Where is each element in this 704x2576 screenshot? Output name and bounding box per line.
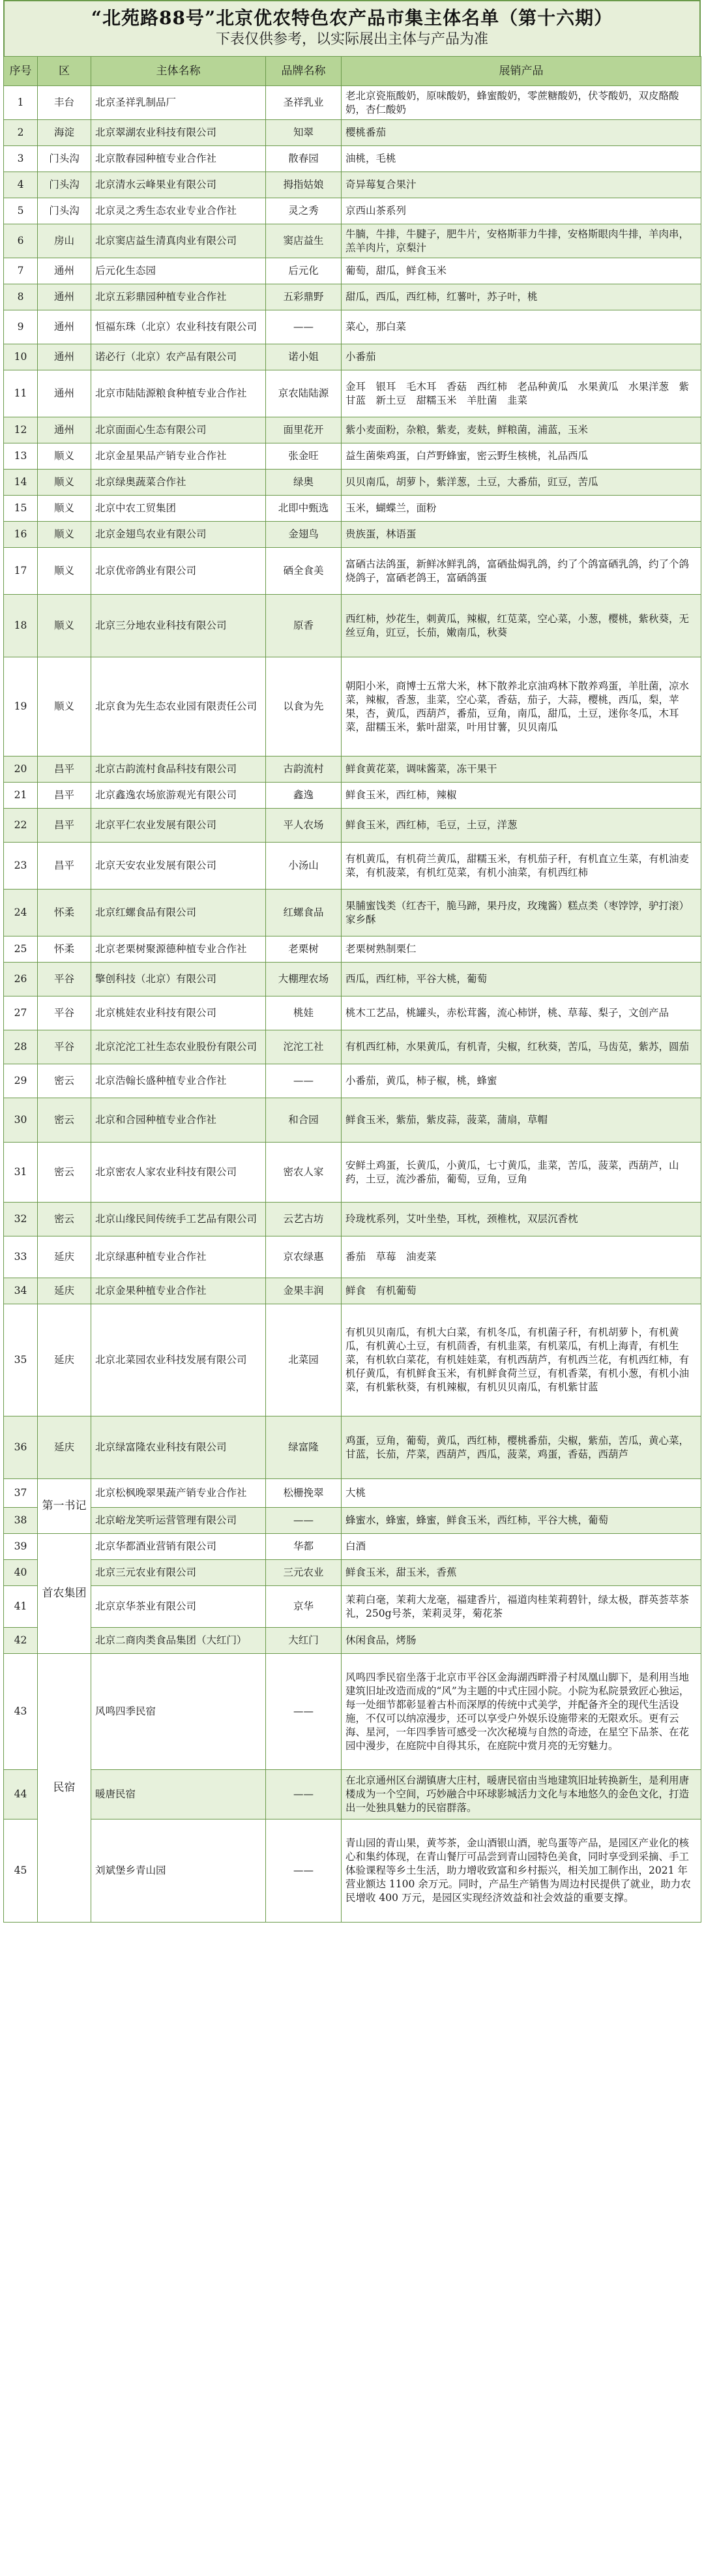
- table-row: [4, 1064, 701, 1098]
- cell-name: 北京圣祥乳制品厂: [91, 86, 266, 120]
- cell-products: 小番茄，黄瓜，柿子椒，桃，蜂蜜: [342, 1064, 701, 1098]
- cell-no: 32: [4, 1203, 38, 1236]
- cell-brand: 五彩鼎野: [266, 284, 342, 310]
- cell-name: 北京清水云峰果业有限公司: [91, 172, 266, 198]
- cell-no: 7: [4, 258, 38, 284]
- table-row: [4, 310, 701, 344]
- cell-products: 牛腩，牛排，牛腱子，肥牛片，安格斯菲力牛排，安格斯眼肉牛排，羊肉串，羔羊肉片，京梨汁: [342, 224, 701, 258]
- cell-no: 1: [4, 86, 38, 120]
- cell-products: 果脯蜜饯类（红杏干，脆马蹄，果丹皮，玫瑰酱）糕点类（枣饽饽，驴打滚）家乡酥: [342, 890, 701, 936]
- cell-district: 门头沟: [38, 198, 91, 224]
- cell-name: 北京三分地农业科技有限公司: [91, 595, 266, 657]
- cell-products: 鲜食 有机葡萄: [342, 1278, 701, 1304]
- cell-products: 番茄 草莓 油麦菜: [342, 1236, 701, 1278]
- cell-name: 北京灵之秀生态农业专业合作社: [91, 198, 266, 224]
- cell-district: 顺义: [38, 548, 91, 595]
- cell-brand: 小汤山: [266, 843, 342, 890]
- cell-name: 北京老栗树聚源德种植专业合作社: [91, 936, 266, 963]
- cell-products: 玉米，蝴蝶兰，面粉: [342, 496, 701, 522]
- cell-name: 暖唐民宿: [91, 1770, 266, 1820]
- table-row: [4, 258, 701, 284]
- cell-products: 富硒古法鸽蛋，新鲜冰鲜乳鸽，富硒盐焗乳鸽，约了个鸽富硒乳鸽，约了个鸽烧鸽子，富硒老鸽王，富硒鸽蛋: [342, 548, 701, 595]
- cell-name: 北京京华茶业有限公司: [91, 1586, 266, 1628]
- cell-products: 小番茄: [342, 344, 701, 370]
- cell-district: 昌平: [38, 809, 91, 843]
- cell-brand: 窦店益生: [266, 224, 342, 258]
- cell-district: 顺义: [38, 443, 91, 470]
- table-row: [4, 963, 701, 996]
- cell-products: 老栗树熟制栗仁: [342, 936, 701, 963]
- cell-name: 诺必行（北京）农产品有限公司: [91, 344, 266, 370]
- cell-name: 北京散春园种植专业合作社: [91, 146, 266, 172]
- cell-name: 北京和合园种植专业合作社: [91, 1098, 266, 1143]
- cell-name: 北京绿富隆农业科技有限公司: [91, 1416, 266, 1479]
- header-name: 主体名称: [91, 57, 266, 86]
- cell-brand: ——: [266, 1064, 342, 1098]
- cell-products: 休闲食品，烤肠: [342, 1628, 701, 1654]
- cell-district: 门头沟: [38, 172, 91, 198]
- cell-name: 北京松枫晚翠果蔬产销专业合作社: [91, 1479, 266, 1508]
- cell-no: 21: [4, 783, 38, 809]
- cell-district: 昌平: [38, 843, 91, 890]
- cell-name: 北京二商肉类食品集团（大红门）: [91, 1628, 266, 1654]
- table-row: [4, 996, 701, 1030]
- cell-no: 23: [4, 843, 38, 890]
- cell-no: 8: [4, 284, 38, 310]
- cell-products: 在北京通州区台湖镇唐大庄村，暖唐民宿由当地建筑旧址转换新生，是利用唐楼成为一个空间，巧妙融合中环球影城活力文化与本地悠久的金色文化，打造出一处独具魅力的民宿群落。: [342, 1770, 701, 1820]
- cell-name: 北京中农工贸集团: [91, 496, 266, 522]
- cell-no: 25: [4, 936, 38, 963]
- table-row: [4, 1236, 701, 1278]
- cell-no: 28: [4, 1030, 38, 1064]
- cell-products: 甜瓜，西瓜，西红柿，红薯叶，苏子叶，桃: [342, 284, 701, 310]
- cell-no: 30: [4, 1098, 38, 1143]
- cell-no: 34: [4, 1278, 38, 1304]
- table-row: [4, 146, 701, 172]
- cell-brand: 鑫逸: [266, 783, 342, 809]
- cell-no: 20: [4, 756, 38, 783]
- cell-no: 31: [4, 1143, 38, 1203]
- cell-name: 北京面面心生态有限公司: [91, 417, 266, 443]
- cell-products: 蜂蜜水，蜂蜜，蜂蜜，鲜食玉米，西红柿，平谷大桃，葡萄: [342, 1508, 701, 1534]
- table-row: [4, 1586, 701, 1628]
- cell-name: 北京鑫逸农场旅游观光有限公司: [91, 783, 266, 809]
- cell-products: 鲜食玉米，西红柿，毛豆，土豆，洋葱: [342, 809, 701, 843]
- table-row: [4, 595, 701, 657]
- table-row: [4, 1098, 701, 1143]
- cell-brand: 散春园: [266, 146, 342, 172]
- cell-district: 顺义: [38, 657, 91, 756]
- cell-no: 41: [4, 1586, 38, 1628]
- cell-district: 平谷: [38, 1030, 91, 1064]
- cell-district: 延庆: [38, 1236, 91, 1278]
- header-products: 展销产品: [342, 57, 701, 86]
- cell-no: 24: [4, 890, 38, 936]
- table-row: [4, 1479, 701, 1508]
- table-header-row: [4, 57, 701, 86]
- cell-district: 通州: [38, 310, 91, 344]
- table-row: [4, 284, 701, 310]
- table-row: [4, 1203, 701, 1236]
- table-body: [4, 86, 701, 1923]
- cell-brand: 古韵流村: [266, 756, 342, 783]
- cell-brand: ——: [266, 310, 342, 344]
- cell-district: 房山: [38, 224, 91, 258]
- cell-name: 北京三元农业有限公司: [91, 1560, 266, 1586]
- cell-no: 43: [4, 1654, 38, 1770]
- cell-brand: 金果丰润: [266, 1278, 342, 1304]
- cell-brand: 面里花开: [266, 417, 342, 443]
- cell-products: 茉莉白毫，茉莉大龙毫，福建香片，福道肉桂茉莉碧针，绿太极，群英荟萃茶礼，250g号茶，茉莉灵芽，菊花茶: [342, 1586, 701, 1628]
- table-row: [4, 756, 701, 783]
- cell-products: 贵族蛋，林语蛋: [342, 522, 701, 548]
- table-row: [4, 443, 701, 470]
- cell-district: 昌平: [38, 783, 91, 809]
- cell-products: 青山园的青山果，黄芩茶，金山酒银山酒，驼鸟蛋等产品，是园区产业化的核心和集约体现，在青山餐厅可品尝到青山园特色美食，同时享受到采摘、手工体验课程等乡土生活，助力增收致富和乡村振兴，相关加工制作出，2021 年营业额达 1100 余万元。同时，产品生产销售为周边村民提供了就业，助力农民增收 400 万元，是园区实现经济效益和社会效益的重要支撑。: [342, 1820, 701, 1923]
- cell-brand: 拇指姑娘: [266, 172, 342, 198]
- cell-district: 怀柔: [38, 890, 91, 936]
- cell-no: 14: [4, 470, 38, 496]
- table-row: [4, 1416, 701, 1479]
- cell-district: 民宿: [38, 1654, 91, 1923]
- cell-no: 16: [4, 522, 38, 548]
- cell-name: 风鸣四季民宿: [91, 1654, 266, 1770]
- cell-name: 北京优帝鸽业有限公司: [91, 548, 266, 595]
- cell-district: 密云: [38, 1098, 91, 1143]
- cell-name: 北京市陆陆源粮食种植专业合作社: [91, 370, 266, 417]
- cell-district: 平谷: [38, 996, 91, 1030]
- table-row: [4, 548, 701, 595]
- cell-district: 延庆: [38, 1416, 91, 1479]
- cell-products: 有机黄瓜，有机荷兰黄瓜，甜糯玉米，有机茄子秆，有机直立生菜，有机油麦菜，有机菠菜，有机红苋菜，有机小油菜，有机西红柿: [342, 843, 701, 890]
- table-row: [4, 936, 701, 963]
- cell-brand: 平人农场: [266, 809, 342, 843]
- cell-no: 9: [4, 310, 38, 344]
- cell-products: 有机西红柿，水果黄瓜，有机青，尖椒，红秋葵，苦瓜，马齿苋，紫苏，圆茄: [342, 1030, 701, 1064]
- table-row: [4, 843, 701, 890]
- title-bar: [3, 0, 701, 56]
- cell-no: 29: [4, 1064, 38, 1098]
- cell-district: 门头沟: [38, 146, 91, 172]
- cell-products: 有机贝贝南瓜，有机大白菜，有机冬瓜，有机菌子秆，有机胡萝卜，有机黄瓜，有机黄心土豆，有机茴香，有机韭菜，有机菜瓜，有机上海青，有机生菜，有机软白菜花，有机娃娃菜，有机西葫芦，有机西兰花，有机西红柿，有机仔黄瓜，有机鲜食玉米，有机鲜食荷兰豆，有机香菜，有机小葱，有机小油菜，有机紫秋葵，有机辣椒，有机贝贝南瓜，有机紫甘蓝: [342, 1304, 701, 1416]
- cell-district: 通州: [38, 284, 91, 310]
- cell-name: 北京金星果品产销专业合作社: [91, 443, 266, 470]
- cell-brand: 北菜园: [266, 1304, 342, 1416]
- cell-no: 44: [4, 1770, 38, 1820]
- cell-district: 顺义: [38, 522, 91, 548]
- cell-name: 北京桃娃农业科技有限公司: [91, 996, 266, 1030]
- cell-no: 15: [4, 496, 38, 522]
- cell-name: 北京峪龙笑听运营管理有限公司: [91, 1508, 266, 1534]
- cell-brand: 金翅鸟: [266, 522, 342, 548]
- cell-products: 玲珑枕系列，艾叶坐垫，耳枕，颈椎枕，双层沉香枕: [342, 1203, 701, 1236]
- table-row: [4, 86, 701, 120]
- cell-brand: 松栅挽翠: [266, 1479, 342, 1508]
- cell-brand: 张金旺: [266, 443, 342, 470]
- cell-name: 北京华都酒业营销有限公司: [91, 1534, 266, 1560]
- cell-district: 延庆: [38, 1278, 91, 1304]
- cell-name: 北京密农人家农业科技有限公司: [91, 1143, 266, 1203]
- cell-district: 首农集团: [38, 1534, 91, 1654]
- cell-products: 鸡蛋，豆角，葡萄，黄瓜，西红柿，樱桃番茄，尖椒，紫茄，苦瓜，黄心菜，甘蓝，长茄，芹菜，西葫芦，西瓜，菠菜，鸡蛋，香菇，西葫芦: [342, 1416, 701, 1479]
- cell-products: 西瓜，西红柿，平谷大桃，葡萄: [342, 963, 701, 996]
- cell-products: 益生菌柴鸡蛋，白芦野蜂蜜，密云野生核桃，礼品西瓜: [342, 443, 701, 470]
- cell-district: 顺义: [38, 595, 91, 657]
- cell-products: 鲜食黄花菜，调味酱菜，冻干果干: [342, 756, 701, 783]
- cell-brand: 老栗树: [266, 936, 342, 963]
- cell-name: 北京绿惠种植专业合作社: [91, 1236, 266, 1278]
- table-row: [4, 1030, 701, 1064]
- cell-brand: ——: [266, 1820, 342, 1923]
- cell-no: 27: [4, 996, 38, 1030]
- cell-no: 22: [4, 809, 38, 843]
- cell-district: 顺义: [38, 470, 91, 496]
- cell-name: 北京金翅鸟农业有限公司: [91, 522, 266, 548]
- cell-products: 西红柿，炒花生，刺黄瓜，辣椒，红苋菜，空心菜，小葱，樱桃，紫秋葵，无丝豆角，豇豆，长茄，嫩南瓜，秋葵: [342, 595, 701, 657]
- cell-products: 樱桃番茄: [342, 120, 701, 146]
- cell-name: 北京沱沱工社生态农业股份有限公司: [91, 1030, 266, 1064]
- cell-products: 桃木工艺品，桃罐头，赤松茸酱，流心柿饼，桃、草莓、梨子，文创产品: [342, 996, 701, 1030]
- cell-no: 18: [4, 595, 38, 657]
- cell-no: 36: [4, 1416, 38, 1479]
- header-brand: 品牌名称: [266, 57, 342, 86]
- table-row: [4, 370, 701, 417]
- cell-no: 35: [4, 1304, 38, 1416]
- cell-district: 通州: [38, 258, 91, 284]
- cell-district: 密云: [38, 1064, 91, 1098]
- cell-brand: 京农绿惠: [266, 1236, 342, 1278]
- cell-no: 26: [4, 963, 38, 996]
- cell-brand: 京农陆陆源: [266, 370, 342, 417]
- cell-products: 鲜食玉米，甜玉米，香蕉: [342, 1560, 701, 1586]
- cell-name: 北京五彩鼎园种植专业合作社: [91, 284, 266, 310]
- cell-no: 13: [4, 443, 38, 470]
- cell-products: 油桃，毛桃: [342, 146, 701, 172]
- cell-products: 菜心，那白菜: [342, 310, 701, 344]
- cell-name: 北京天安农业发展有限公司: [91, 843, 266, 890]
- cell-name: 擎创科技（北京）有限公司: [91, 963, 266, 996]
- cell-brand: 桃娃: [266, 996, 342, 1030]
- table-row: [4, 120, 701, 146]
- cell-brand: 京华: [266, 1586, 342, 1628]
- cell-brand: 北即中甄选: [266, 496, 342, 522]
- cell-district: 密云: [38, 1143, 91, 1203]
- cell-products: 朝阳小米，商博士五常大米，林下散养北京油鸡林下散养鸡蛋，羊肚菌，凉水菜，辣椒，香葱，韭菜，空心菜，香菇，茄子，大蒜，樱桃，西瓜，梨，苹果，杏，黄瓜，西葫芦，番茄，豆角，南瓜，甜瓜，土豆，迷你冬瓜，木耳菜，甜糯玉米，紫叶甜菜，叶用甘薯，贝贝南瓜: [342, 657, 701, 756]
- cell-name: 刘斌堡乡青山园: [91, 1820, 266, 1923]
- cell-no: 6: [4, 224, 38, 258]
- table-row: [4, 417, 701, 443]
- table-row: [4, 198, 701, 224]
- table-row: [4, 1628, 701, 1654]
- cell-no: 33: [4, 1236, 38, 1278]
- cell-brand: 绿富隆: [266, 1416, 342, 1479]
- cell-no: 45: [4, 1820, 38, 1923]
- vendor-table: [3, 56, 701, 1923]
- cell-products: 贝贝南瓜，胡萝卜，紫洋葱，土豆，大番茄，豇豆，苦瓜: [342, 470, 701, 496]
- cell-name: 恒福东珠（北京）农业科技有限公司: [91, 310, 266, 344]
- cell-district: 顺义: [38, 496, 91, 522]
- cell-name: 北京金果种植专业合作社: [91, 1278, 266, 1304]
- page-title: “北苑路88号”北京优农特色农产品市集主体名单（第十六期）: [91, 7, 613, 29]
- cell-products: 安鲜土鸡蛋，长黄瓜，小黄瓜，七寸黄瓜，韭菜，苦瓜，菠菜，西葫芦，山药，土豆，流沙番茄，葡萄，豆角，豆角: [342, 1143, 701, 1203]
- cell-brand: ——: [266, 1770, 342, 1820]
- cell-name: 北京翠湖农业科技有限公司: [91, 120, 266, 146]
- cell-name: 北京绿奥蔬菜合作社: [91, 470, 266, 496]
- cell-brand: 三元农业: [266, 1560, 342, 1586]
- cell-brand: 云艺古坊: [266, 1203, 342, 1236]
- cell-district: 密云: [38, 1203, 91, 1236]
- table-row: [4, 344, 701, 370]
- cell-no: 42: [4, 1628, 38, 1654]
- cell-name: 北京古韵流村食品科技有限公司: [91, 756, 266, 783]
- cell-no: 3: [4, 146, 38, 172]
- cell-brand: 原香: [266, 595, 342, 657]
- cell-district: 第一书记: [38, 1479, 91, 1534]
- page-subtitle: 下表仅供参考，以实际展出主体与产品为准: [215, 31, 488, 48]
- header-district: 区: [38, 57, 91, 86]
- cell-district: 通州: [38, 417, 91, 443]
- cell-brand: 华都: [266, 1534, 342, 1560]
- cell-products: 鲜食玉米，紫茄，紫皮蒜，菠菜，蒲扇，草帽: [342, 1098, 701, 1143]
- cell-brand: 大棚理农场: [266, 963, 342, 996]
- table-row: [4, 496, 701, 522]
- cell-name: 后元化生态园: [91, 258, 266, 284]
- cell-no: 40: [4, 1560, 38, 1586]
- cell-brand: 大红门: [266, 1628, 342, 1654]
- cell-brand: 知翠: [266, 120, 342, 146]
- table-row: [4, 1654, 701, 1770]
- cell-no: 12: [4, 417, 38, 443]
- cell-district: 海淀: [38, 120, 91, 146]
- table-row: [4, 522, 701, 548]
- cell-brand: 以食为先: [266, 657, 342, 756]
- table-row: [4, 1304, 701, 1416]
- cell-no: 37: [4, 1479, 38, 1508]
- cell-no: 4: [4, 172, 38, 198]
- cell-no: 5: [4, 198, 38, 224]
- cell-products: 奇异莓复合果汁: [342, 172, 701, 198]
- table-row: [4, 1278, 701, 1304]
- cell-district: 延庆: [38, 1304, 91, 1416]
- cell-products: 大桃: [342, 1479, 701, 1508]
- cell-name: 北京北菜园农业科技发展有限公司: [91, 1304, 266, 1416]
- cell-products: 风鸣四季民宿坐落于北京市平谷区金海湖西畔滑子村凤凰山脚下，是利用当地建筑旧址改造而成的“风”为主题的中式庄园小院。小院为私院景致匠心独运，每一处细节都彰显着古朴而深厚的传统中式美学，并配备齐全的现代生活设施，不仅可以纳凉漫步，还可以享受户外娱乐设施带来的无限欢乐。更有云海、星河，一年四季皆可感受一次次秘境与自然的奇迹，在星空下品茶、在花园中漫步，在庭院中自得其乐，在庭院中赏月亮的无穷魅力。: [342, 1654, 701, 1770]
- table-row: [4, 172, 701, 198]
- cell-brand: 诺小姐: [266, 344, 342, 370]
- cell-brand: 红螺食品: [266, 890, 342, 936]
- cell-products: 京西山茶系列: [342, 198, 701, 224]
- cell-products: 金耳 银耳 毛木耳 香菇 西红柿 老品种黄瓜 水果黄瓜 水果洋葱 紫甘蓝 新土豆 甜糯玉米 羊肚菌 韭菜: [342, 370, 701, 417]
- cell-name: 北京平仁农业发展有限公司: [91, 809, 266, 843]
- table-row: [4, 1534, 701, 1560]
- cell-brand: 灵之秀: [266, 198, 342, 224]
- cell-no: 38: [4, 1508, 38, 1534]
- table-row: [4, 890, 701, 936]
- cell-brand: 圣祥乳业: [266, 86, 342, 120]
- header-no: 序号: [4, 57, 38, 86]
- cell-brand: ——: [266, 1654, 342, 1770]
- table-row: [4, 1770, 701, 1820]
- table-row: [4, 657, 701, 756]
- table-row: [4, 1143, 701, 1203]
- cell-no: 17: [4, 548, 38, 595]
- cell-district: 通州: [38, 344, 91, 370]
- table-row: [4, 1820, 701, 1923]
- cell-products: 白酒: [342, 1534, 701, 1560]
- cell-products: 老北京瓷瓶酸奶，原味酸奶，蜂蜜酸奶，零蔗糖酸奶，伏苓酸奶，双皮酪酸奶，杏仁酸奶: [342, 86, 701, 120]
- cell-products: 紫小麦面粉，杂粮，紫麦，麦麸，鲜粮菌，浦蓝，玉米: [342, 417, 701, 443]
- cell-name: 北京山缘民间传统手工艺品有限公司: [91, 1203, 266, 1236]
- cell-name: 北京食为先生态农业园有限责任公司: [91, 657, 266, 756]
- cell-brand: 后元化: [266, 258, 342, 284]
- cell-products: 鲜食玉米，西红柿，辣椒: [342, 783, 701, 809]
- cell-brand: 绿奥: [266, 470, 342, 496]
- cell-name: 北京红螺食品有限公司: [91, 890, 266, 936]
- cell-district: 怀柔: [38, 936, 91, 963]
- cell-district: 昌平: [38, 756, 91, 783]
- cell-brand: 和合园: [266, 1098, 342, 1143]
- table-row: [4, 1560, 701, 1586]
- table-row: [4, 809, 701, 843]
- cell-district: 丰台: [38, 86, 91, 120]
- table-row: [4, 1508, 701, 1534]
- table-row: [4, 224, 701, 258]
- table-row: [4, 470, 701, 496]
- table-row: [4, 783, 701, 809]
- cell-products: 葡萄，甜瓜，鲜食玉米: [342, 258, 701, 284]
- cell-no: 39: [4, 1534, 38, 1560]
- cell-name: 北京浩翰长盛种植专业合作社: [91, 1064, 266, 1098]
- cell-brand: 硒全食美: [266, 548, 342, 595]
- cell-name: 北京窦店益生清真肉业有限公司: [91, 224, 266, 258]
- cell-brand: ——: [266, 1508, 342, 1534]
- cell-no: 10: [4, 344, 38, 370]
- cell-district: 通州: [38, 370, 91, 417]
- cell-brand: 沱沱工社: [266, 1030, 342, 1064]
- cell-no: 2: [4, 120, 38, 146]
- cell-district: 平谷: [38, 963, 91, 996]
- cell-no: 11: [4, 370, 38, 417]
- cell-no: 19: [4, 657, 38, 756]
- cell-brand: 密农人家: [266, 1143, 342, 1203]
